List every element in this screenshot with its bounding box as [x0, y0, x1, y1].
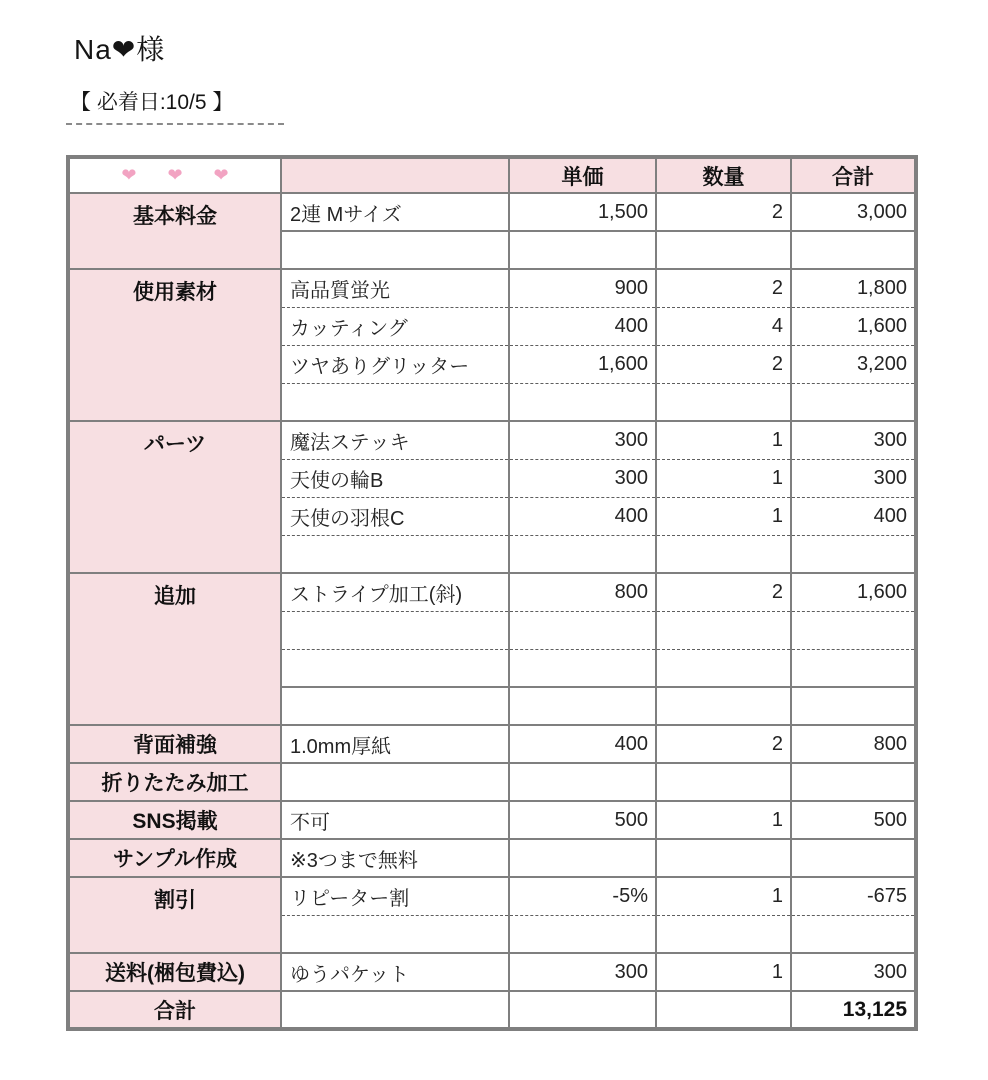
- item-cell: 高品質蛍光: [281, 269, 509, 307]
- price-cell: 800: [509, 573, 656, 611]
- quote-table: [66, 155, 918, 1031]
- qty-cell: 4: [656, 307, 791, 345]
- grand-total-value: 13,125: [791, 991, 916, 1029]
- category-cell: 基本料金: [68, 193, 281, 269]
- total-cell: 3,000: [791, 193, 916, 231]
- price-cell: 400: [509, 725, 656, 763]
- category-cell: 使用素材: [68, 269, 281, 421]
- total-cell: 300: [791, 953, 916, 991]
- deadline-label: 【 必着日:10/5 】: [66, 86, 284, 125]
- total-cell: -675: [791, 877, 916, 915]
- item-cell: [281, 687, 509, 725]
- price-cell: 300: [509, 953, 656, 991]
- qty-cell: [656, 687, 791, 725]
- qty-cell: [656, 839, 791, 877]
- price-cell: -5%: [509, 877, 656, 915]
- price-cell: 500: [509, 801, 656, 839]
- item-cell: ゆうパケット: [281, 953, 509, 991]
- header-quantity: 数量: [656, 157, 791, 193]
- total-cell: [791, 535, 916, 573]
- item-cell: 天使の輪B: [281, 459, 509, 497]
- price-cell: [509, 991, 656, 1029]
- table-row: [68, 801, 916, 839]
- price-cell: 900: [509, 269, 656, 307]
- table-row: [68, 725, 916, 763]
- qty-cell: 1: [656, 877, 791, 915]
- price-cell: [509, 535, 656, 573]
- price-cell: 1,600: [509, 345, 656, 383]
- total-cell: [791, 687, 916, 725]
- total-cell: [791, 839, 916, 877]
- price-cell: [509, 231, 656, 269]
- total-cell: 1,800: [791, 269, 916, 307]
- qty-cell: 1: [656, 953, 791, 991]
- total-cell: [791, 231, 916, 269]
- header-total: 合計: [791, 157, 916, 193]
- hearts-decoration-icon: ❤ ❤ ❤: [68, 157, 281, 193]
- header-item-cell: [281, 157, 509, 193]
- item-cell: 2連 Mサイズ: [281, 193, 509, 231]
- table-header-row: [68, 157, 916, 193]
- item-cell: ※3つまで無料: [281, 839, 509, 877]
- grand-total-row: [68, 991, 916, 1029]
- header-unit-price: 単価: [509, 157, 656, 193]
- qty-cell: 1: [656, 497, 791, 535]
- price-cell: [509, 915, 656, 953]
- item-cell: 天使の羽根C: [281, 497, 509, 535]
- total-cell: 3,200: [791, 345, 916, 383]
- table-row: [68, 763, 916, 801]
- total-cell: [791, 915, 916, 953]
- total-cell: 800: [791, 725, 916, 763]
- item-cell: 1.0mm厚紙: [281, 725, 509, 763]
- item-cell: [281, 915, 509, 953]
- total-cell: 400: [791, 497, 916, 535]
- grand-total-label: 合計: [68, 991, 281, 1029]
- qty-cell: 1: [656, 459, 791, 497]
- price-cell: 1,500: [509, 193, 656, 231]
- table-row: [68, 193, 916, 231]
- qty-cell: [656, 383, 791, 421]
- category-cell: 折りたたみ加工: [68, 763, 281, 801]
- category-cell: 背面補強: [68, 725, 281, 763]
- category-cell: 追加: [68, 573, 281, 725]
- item-cell: [281, 649, 509, 687]
- total-cell: [791, 763, 916, 801]
- price-cell: [509, 611, 656, 649]
- qty-cell: [656, 915, 791, 953]
- item-cell: ストライプ加工(斜): [281, 573, 509, 611]
- item-cell: [281, 535, 509, 573]
- total-cell: [791, 649, 916, 687]
- price-cell: 300: [509, 459, 656, 497]
- qty-cell: 2: [656, 573, 791, 611]
- qty-cell: 2: [656, 193, 791, 231]
- qty-cell: [656, 611, 791, 649]
- item-cell: リピーター割: [281, 877, 509, 915]
- qty-cell: [656, 763, 791, 801]
- category-cell: SNS掲載: [68, 801, 281, 839]
- qty-cell: 1: [656, 801, 791, 839]
- item-cell: [281, 991, 509, 1029]
- qty-cell: [656, 649, 791, 687]
- total-cell: 300: [791, 459, 916, 497]
- table-row: [68, 421, 916, 459]
- total-cell: 1,600: [791, 307, 916, 345]
- qty-cell: 1: [656, 421, 791, 459]
- qty-cell: [656, 991, 791, 1029]
- price-cell: 400: [509, 497, 656, 535]
- price-cell: 400: [509, 307, 656, 345]
- table-row: [68, 839, 916, 877]
- category-cell: 送料(梱包費込): [68, 953, 281, 991]
- qty-cell: 2: [656, 345, 791, 383]
- qty-cell: [656, 231, 791, 269]
- category-cell: サンプル作成: [68, 839, 281, 877]
- item-cell: [281, 231, 509, 269]
- customer-name: Na❤様: [74, 34, 166, 65]
- table-row: [68, 877, 916, 915]
- price-cell: [509, 383, 656, 421]
- table-row: [68, 573, 916, 611]
- item-cell: [281, 383, 509, 421]
- table-row: [68, 953, 916, 991]
- qty-cell: [656, 535, 791, 573]
- table-row: [68, 269, 916, 307]
- price-cell: [509, 839, 656, 877]
- qty-cell: 2: [656, 725, 791, 763]
- price-cell: 300: [509, 421, 656, 459]
- item-cell: ツヤありグリッター: [281, 345, 509, 383]
- item-cell: [281, 611, 509, 649]
- qty-cell: 2: [656, 269, 791, 307]
- price-cell: [509, 687, 656, 725]
- category-cell: パーツ: [68, 421, 281, 573]
- item-cell: 魔法ステッキ: [281, 421, 509, 459]
- total-cell: [791, 611, 916, 649]
- total-cell: 1,600: [791, 573, 916, 611]
- total-cell: 500: [791, 801, 916, 839]
- category-cell: 割引: [68, 877, 281, 953]
- price-cell: [509, 649, 656, 687]
- price-cell: [509, 763, 656, 801]
- total-cell: [791, 383, 916, 421]
- item-cell: [281, 763, 509, 801]
- item-cell: カッティング: [281, 307, 509, 345]
- total-cell: 300: [791, 421, 916, 459]
- item-cell: 不可: [281, 801, 509, 839]
